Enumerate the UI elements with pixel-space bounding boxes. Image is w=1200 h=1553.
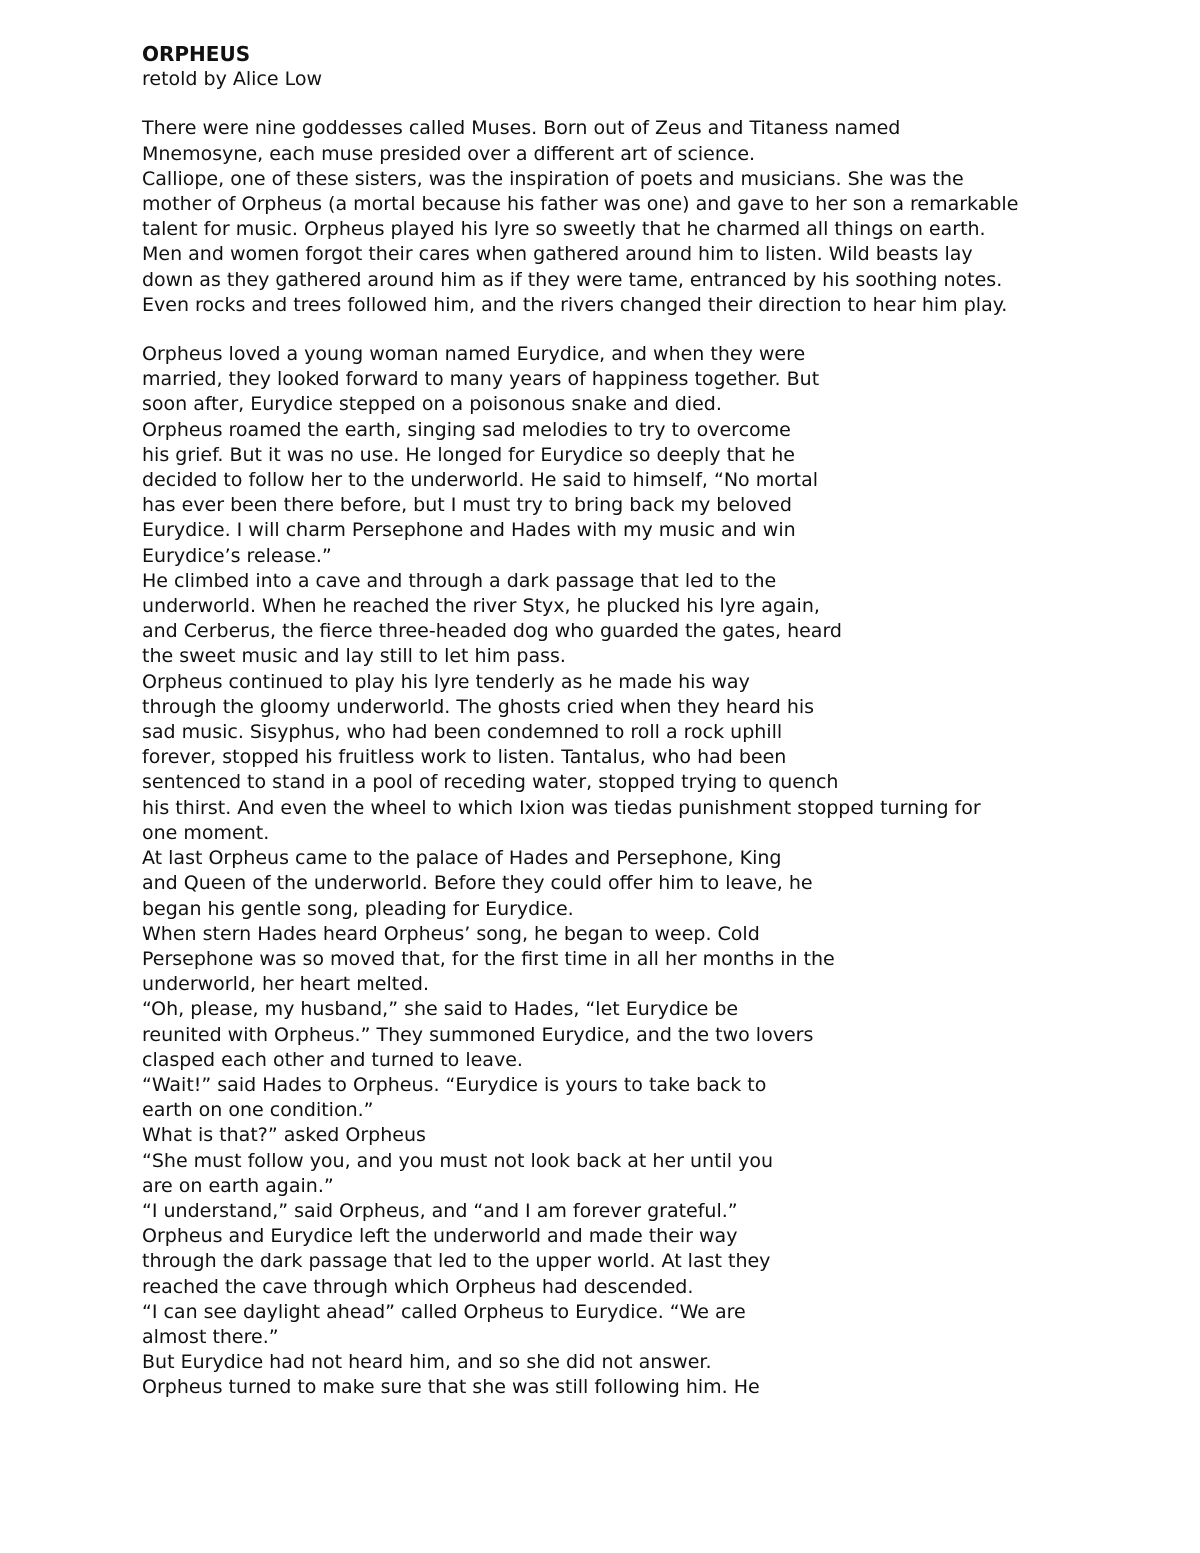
paragraph-spacer [142, 318, 1162, 342]
text-line: his thirst. And even the wheel to which Ixion was tiedas punishment stopped turning for [142, 796, 981, 819]
text-line: mother of Orpheus (a mortal because his father was one) and gave to her son a remarkable [142, 193, 1019, 216]
text-line: Men and women forgot their cares when gathered around him to listen. Wild beasts lay [142, 243, 973, 266]
text-line: Calliope, one of these sisters, was the inspiration of poets and musicians. She was the [142, 167, 964, 190]
text-line: his grief. But it was no use. He longed for Eurydice so deeply that he [142, 443, 795, 466]
document-body [142, 42, 1162, 1401]
text-line: clasped each other and turned to leave. [142, 1048, 523, 1071]
text-line: and Queen of the underworld. Before they could offer him to leave, he [142, 872, 813, 895]
text-line: Even rocks and trees followed him, and the rivers changed their direction to hear him play. [142, 293, 1008, 316]
text-line: soon after, Eurydice stepped on a poisonous snake and died. [142, 393, 722, 416]
text-line: reunited with Orpheus.” They summoned Eurydice, and the two lovers [142, 1023, 814, 1046]
text-line: reached the cave through which Orpheus had descended. [142, 1275, 694, 1298]
text-line: “Wait!” said Hades to Orpheus. “Eurydice is yours to take back to [142, 1073, 767, 1096]
text-line: underworld, her heart melted. [142, 973, 430, 996]
paragraph-spacer [142, 92, 1162, 116]
text-line: are on earth again.” [142, 1174, 334, 1197]
text-line: underworld. When he reached the river Styx, he plucked his lyre again, [142, 595, 820, 618]
paragraph-2 [142, 342, 1162, 1401]
text-line: and Cerberus, the fierce three-headed dog who guarded the gates, heard [142, 620, 842, 643]
text-line: Eurydice’s release.” [142, 544, 332, 567]
text-line: Mnemosyne, each muse presided over a different art of science. [142, 142, 756, 165]
text-line: But Eurydice had not heard him, and so she did not answer. [142, 1351, 712, 1374]
text-line: “She must follow you, and you must not look back at her until you [142, 1149, 774, 1172]
text-line: Orpheus loved a young woman named Eurydice, and when they were [142, 343, 806, 366]
text-line: What is that?” asked Orpheus [142, 1124, 426, 1147]
text-line: the sweet music and lay still to let him pass. [142, 645, 566, 668]
text-line: earth on one condition.” [142, 1099, 374, 1122]
text-line: “I can see daylight ahead” called Orpheus to Eurydice. “We are [142, 1300, 746, 1323]
text-line: through the dark passage that led to the upper world. At last they [142, 1250, 771, 1273]
text-line: “I understand,” said Orpheus, and “and I am forever grateful.” [142, 1199, 738, 1222]
text-line: almost there.” [142, 1325, 279, 1348]
text-line: Persephone was so moved that, for the first time in all her months in the [142, 947, 835, 970]
document-title: ORPHEUS [142, 42, 251, 66]
text-line: decided to follow her to the underworld. He said to himself, “No mortal [142, 469, 819, 492]
text-line: There were nine goddesses called Muses. Born out of Zeus and Titaness named [142, 117, 901, 140]
text-line: Orpheus roamed the earth, singing sad melodies to try to overcome [142, 418, 791, 441]
text-line: has ever been there before, but I must try to bring back my beloved [142, 494, 792, 517]
text-line: When stern Hades heard Orpheus’ song, he began to weep. Cold [142, 922, 760, 945]
text-line: Eurydice. I will charm Persephone and Hades with my music and win [142, 519, 796, 542]
text-line: talent for music. Orpheus played his lyre so sweetly that he charmed all things on earth. [142, 218, 986, 241]
text-line: through the gloomy underworld. The ghosts cried when they heard his [142, 695, 815, 718]
text-line: forever, stopped his fruitless work to listen. Tantalus, who had been [142, 746, 787, 769]
text-line: sad music. Sisyphus, who had been condemned to roll a rock uphill [142, 721, 783, 744]
text-line: Orpheus continued to play his lyre tenderly as he made his way [142, 670, 750, 693]
text-line: one moment. [142, 821, 270, 844]
text-line: At last Orpheus came to the palace of Hades and Persephone, King [142, 847, 782, 870]
text-line: began his gentle song, pleading for Eurydice. [142, 897, 574, 920]
text-line: “Oh, please, my husband,” she said to Hades, “let Eurydice be [142, 998, 739, 1021]
text-line: married, they looked forward to many years of happiness together. But [142, 368, 820, 391]
text-line: down as they gathered around him as if they were tame, entranced by his soothing notes. [142, 268, 1003, 291]
text-line: He climbed into a cave and through a dark passage that led to the [142, 569, 777, 592]
text-line: Orpheus and Eurydice left the underworld and made their way [142, 1225, 738, 1248]
document-byline: retold by Alice Low [142, 68, 323, 91]
paragraph-1 [142, 116, 1162, 318]
text-line: sentenced to stand in a pool of receding water, stopped trying to quench [142, 771, 839, 794]
text-line: Orpheus turned to make sure that she was still following him. He [142, 1376, 760, 1399]
